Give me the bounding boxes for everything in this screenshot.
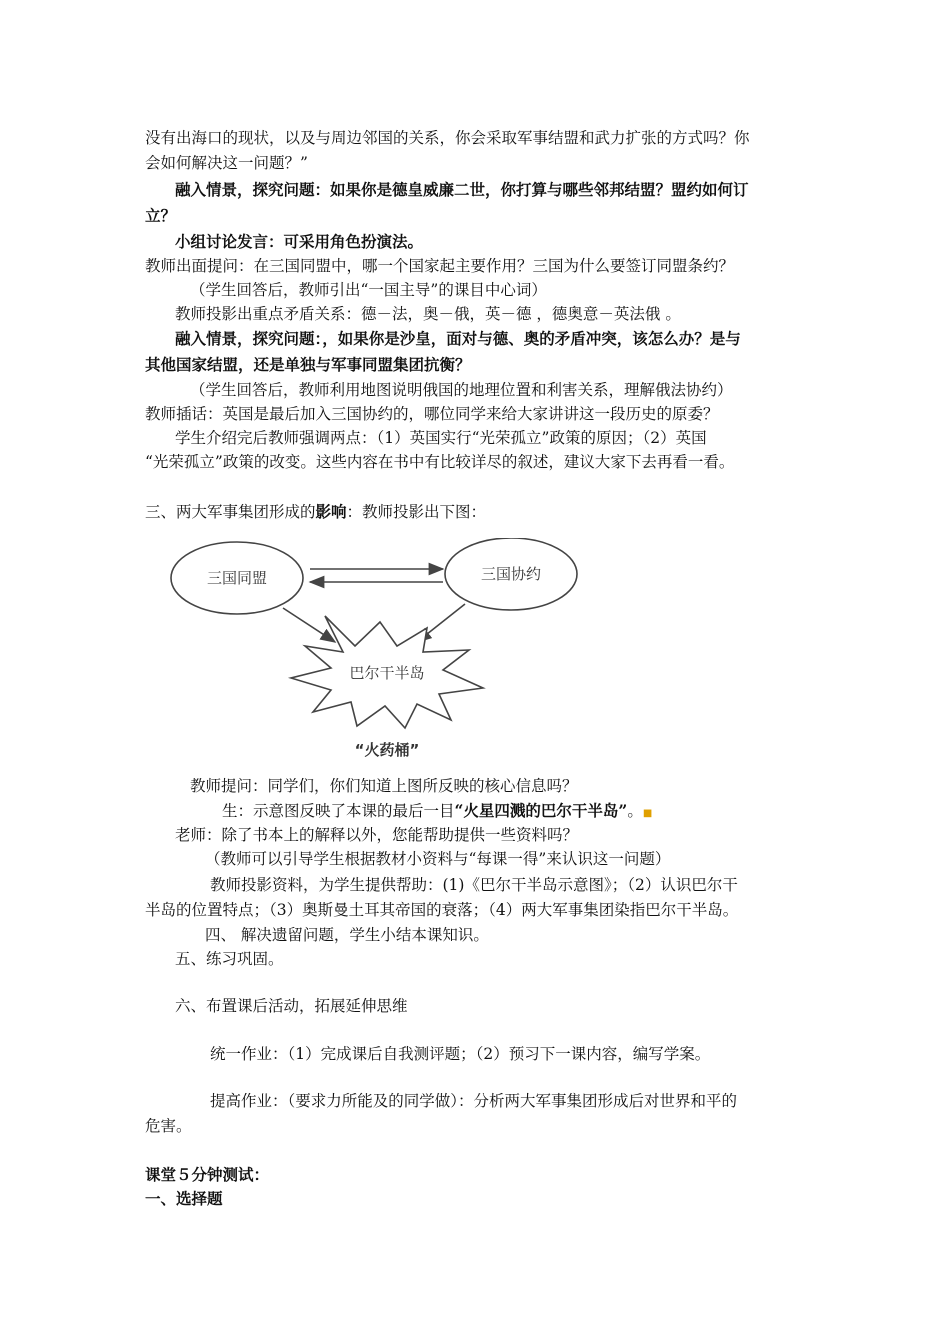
text-line: 统一作业：（1）完成课后自我测评题；（2）预习下一课内容，编写学案。 (210, 1045, 711, 1063)
editor-mark: ■ (642, 808, 653, 819)
text-line: （教师可以引导学生根据教材小资料与“每课一得”来认识这一问题） (205, 850, 671, 868)
text-line: 五、练习巩固。 (175, 950, 284, 968)
text-line: 老师：除了书本上的解释以外，您能帮助提供一些资料吗？ (175, 826, 579, 844)
text-line: 融入情景，探究问题：如果你是德皇威廉二世，你打算与哪些邻邦结盟？盟约如何订 (175, 180, 749, 199)
text-line: 教师提问：同学们，你们知道上图所反映的核心信息吗？ (190, 777, 578, 795)
heading-part: ：教师投影出下图： (346, 503, 487, 521)
text-line: （学生回答后，教师利用地图说明俄国的地理位置和利害关系，理解俄法协约） (190, 381, 733, 399)
text-line (222, 801, 652, 824)
powder-keg-caption: “火药桶” (354, 741, 420, 759)
text-line: 半岛的位置特点；（3）奥斯曼土耳其帝国的衰落；（4）两大军事集团染指巴尔干半岛。 (145, 901, 739, 919)
text-line: 学生介绍完后教师强调两点：（1）英国实行“光荣孤立”政策的原因；（2）英国 (175, 429, 707, 447)
section-heading (145, 502, 486, 522)
text-line: 其他国家结盟，还是单独与军事同盟集团抗衡？ (145, 355, 471, 374)
heading-emphasis: 影响 (315, 502, 347, 521)
text-line: 融入情景，探究问题：，如果你是沙皇，面对与德、奥的矛盾冲突，该怎么办？是与 (175, 329, 741, 348)
triple-alliance-label: 三国同盟 (206, 569, 268, 587)
text-line: 四、 解决遗留问题，学生小结本课知识。 (205, 926, 489, 944)
line-part: 。 (627, 802, 643, 820)
line-emphasis: “火星四溅的巴尔干半岛” (454, 801, 628, 820)
line-part: 生：示意图反映了本课的最后一目 (222, 802, 455, 820)
text-line: 会如何解决这一问题？” (145, 154, 308, 172)
text-line: 教师投影资料，为学生提供帮助：(1)《巴尔干半岛示意图》；（2）认识巴尔干 (210, 876, 738, 894)
text-line: 提高作业：（要求力所能及的同学做）：分析两大军事集团形成后对世界和平的 (210, 1092, 738, 1110)
text-line: 教师投影出重点矛盾关系：德－法，奥－俄，英－德 ，德奥意－英法俄 。 (175, 305, 681, 323)
military-blocs-diagram (165, 538, 625, 768)
text-line: 没有出海口的现状，以及与周边邻国的关系，你会采取军事结盟和武力扩张的方式吗？你 (145, 129, 750, 147)
quiz-heading: 课堂５分钟测试： (145, 1165, 270, 1184)
text-line: 教师出面提问：在三国同盟中，哪一个国家起主要作用？三国为什么要签订同盟条约？ (145, 257, 735, 275)
text-line: 危害。 (145, 1117, 192, 1135)
heading-part: 三、两大军事集团形成的 (145, 503, 316, 521)
balkan-label: 巴尔干半岛 (349, 664, 425, 682)
text-line: 小组讨论发言：可采用角色扮演法。 (175, 232, 424, 251)
text-line: 教师插话：英国是最后加入三国协约的，哪位同学来给大家讲讲这一段历史的原委？ (145, 405, 719, 423)
text-line: （学生回答后，教师引出“一国主导”的课目中心词） (190, 281, 547, 299)
text-line: 立？ (145, 206, 177, 225)
arrow-down-left (283, 608, 335, 642)
text-line: 六、布置课后活动，拓展延伸思维 (175, 997, 408, 1015)
quiz-section-heading: 一、选择题 (145, 1189, 223, 1208)
text-line: “光荣孤立”政策的改变。这些内容在书中有比较详尽的叙述，建议大家下去再看一看。 (145, 453, 735, 471)
triple-entente-label: 三国协约 (480, 565, 542, 583)
